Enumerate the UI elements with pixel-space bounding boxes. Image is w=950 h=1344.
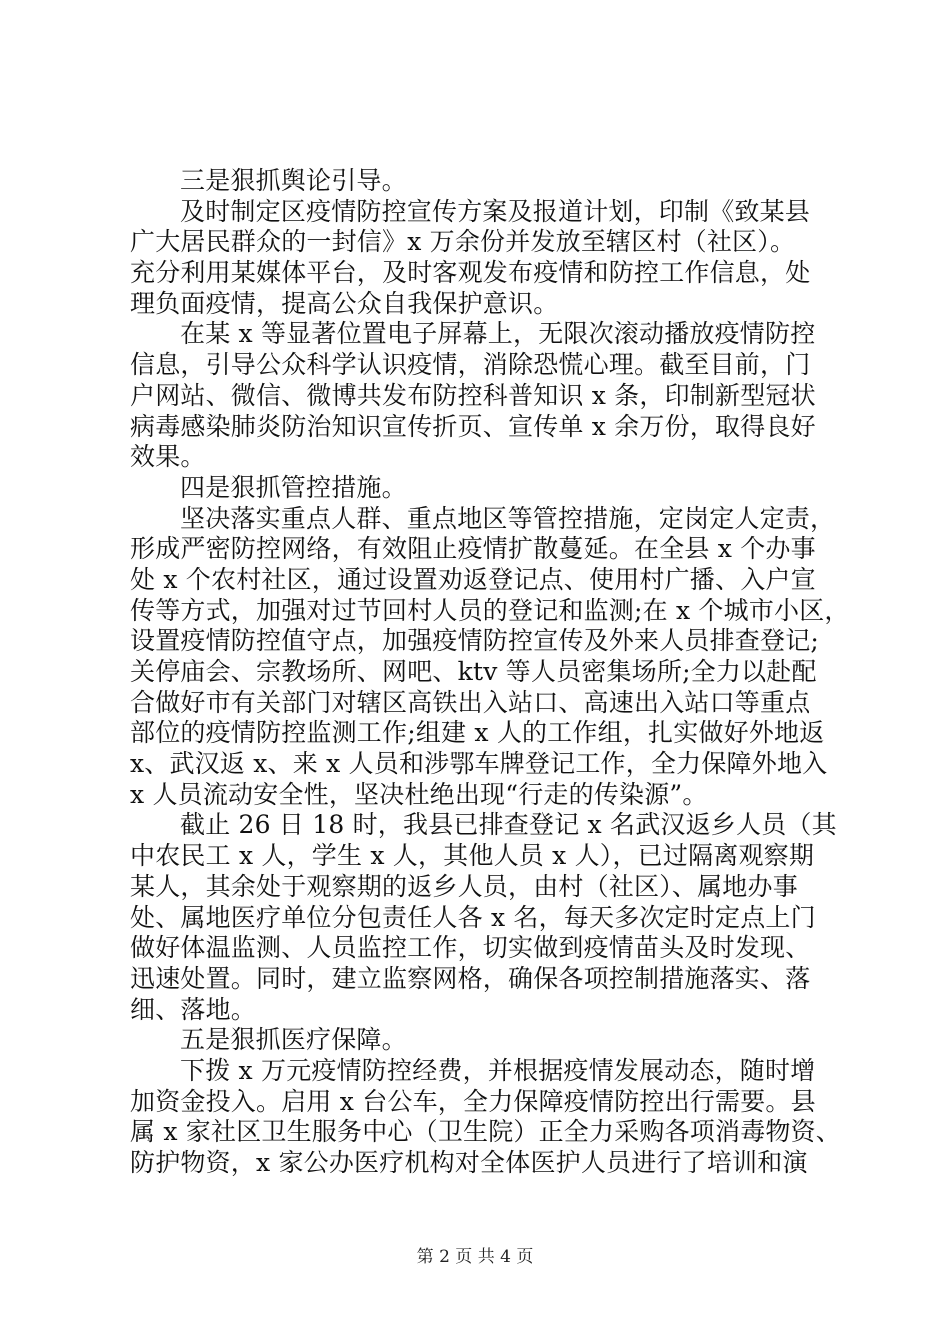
paragraph-line: 下拨 x 万元疫情防控经费，并根据疫情发展动态，随时增 [180,1055,816,1085]
paragraph-line: 部位的疫情防控监测工作;组建 x 人的工作组，扎实做好外地返 [130,718,825,748]
section-heading: 五是狠抓医疗保障。 [180,1025,407,1055]
paragraph-line: 做好体温监测、人员监控工作，切实做到疫情苗头及时发现、 [130,933,811,963]
paragraph-line: 效果。 [130,442,206,472]
section-heading: 三是狠抓舆论引导。 [180,166,407,195]
paragraph-line: 防护物资，x 家公办医疗机构对全体医护人员进行了培训和演 [130,1148,808,1177]
paragraph-line: 截止 26 日 18 时，我县已排查登记 x 名武汉返乡人员（其 [180,810,837,840]
paragraph-line: 充分利用某媒体平台，及时客观发布疫情和防控工作信息，处 [130,258,811,288]
paragraph-line: 信息，引导公众科学认识疫情，消除恐慌心理。截至目前，门 [130,350,811,380]
paragraph-line: 合做好市有关部门对辖区高铁出入站口、高速出入站口等重点 [130,687,811,717]
paragraph-line: 坚决落实重点人群、重点地区等管控措施，定岗定人定责， [180,503,836,533]
paragraph-line: 广大居民群众的一封信》x 万余份并发放至辖区村（社区）。 [130,227,796,257]
paragraph-line: 中农民工 x 人，学生 x 人，其他人员 x 人），已过隔离观察期 [130,841,815,871]
paragraph-line: 理负面疫情，提高公众自我保护意识。 [130,288,559,318]
paragraph-line: 在某 x 等显著位置电子屏幕上，无限次滚动播放疫情防控 [180,319,816,349]
paragraph-line: x 人员流动安全性，坚决杜绝出现“行走的传染源”。 [130,779,708,809]
paragraph-line: 属 x 家社区卫生服务中心（卫生院）正全力采购各项消毒物资、 [130,1117,841,1147]
paragraph-line: 加资金投入。启用 x 台公车，全力保障疫情防控出行需要。县 [130,1086,816,1116]
paragraph-line: 设置疫情防控值守点，加强疫情防控宣传及外来人员排查登记; [130,626,820,656]
paragraph-line: 处、属地医疗单位分包责任人各 x 名，每天多次定时定点上门 [130,902,816,932]
page-number-footer: 第 2 页 共 4 页 [416,1247,534,1267]
paragraph-line: 传等方式，加强对过节回村人员的登记和监测;在 x 个城市小区， [130,595,850,625]
paragraph-line: 关停庙会、宗教场所、网吧、ktv 等人员密集场所;全力以赴配 [130,657,817,686]
paragraph-line: 细、落地。 [130,994,257,1024]
paragraph-line: 处 x 个农村社区，通过设置劝返登记点、使用村广播、入户宣 [130,564,816,594]
paragraph-line: 形成严密防控网络，有效阻止疫情扩散蔓延。在全县 x 个办事 [130,534,816,564]
paragraph-line: 户网站、微信、微博共发布防控科普知识 x 条，印制新型冠状 [130,380,816,410]
paragraph-line: x、武汉返 x、来 x 人员和涉鄂车牌登记工作，全力保障外地入 [130,749,828,779]
paragraph-line: 某人，其余处于观察期的返乡人员，由村（社区）、属地办事 [130,871,798,901]
document-body [130,166,850,1179]
paragraph-line: 病毒感染肺炎防治知识宣传折页、宣传单 x 余万份，取得良好 [130,411,816,441]
section-heading: 四是狠抓管控措施。 [180,472,407,502]
paragraph-line: 迅速处置。同时，建立监察网格，确保各项控制措施落实、落 [130,963,811,993]
paragraph-line: 及时制定区疫情防控宣传方案及报道计划，印制《致某县 [180,196,811,226]
